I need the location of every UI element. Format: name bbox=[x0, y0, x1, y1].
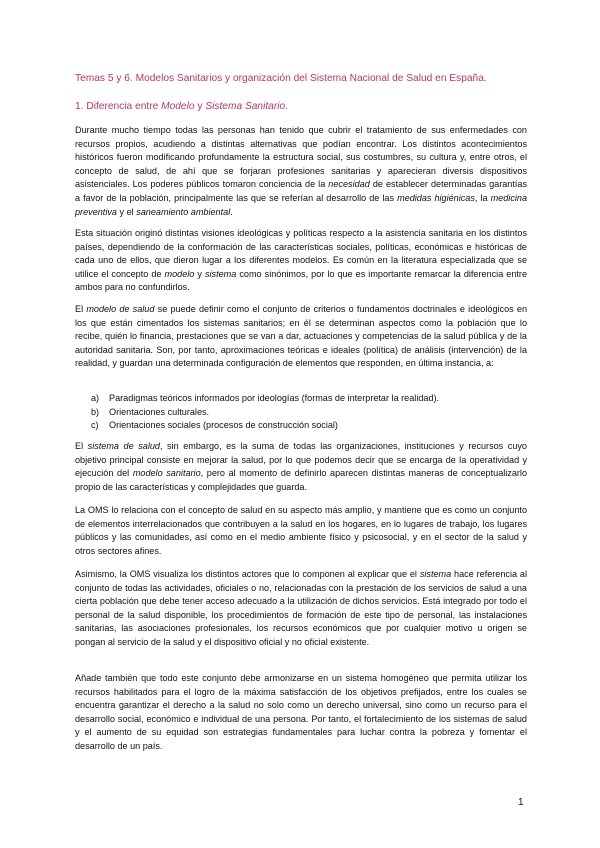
p2-text-a: Esta situación originó distintas visiones ideológicas y políticas respecto a la asistencia sanitaria en los distintos países, dependiendo de la conformación de las características sociales, políticas, económicas e históricas de cada uno de ellos, que dieron lugar a los diferentes modelos. Es común en la literatura especializada que se utilice el concepto de bbox=[75, 228, 527, 279]
p1-text-e: . bbox=[230, 206, 233, 217]
section-number: 1. bbox=[75, 101, 84, 112]
list-item-text: Paradigmas teóricos informados por ideologías (formas de interpretar la realidad). bbox=[109, 393, 440, 403]
list-marker: b) bbox=[91, 406, 100, 417]
p4-emphasis-modelo-sanitario: modelo sanitario bbox=[132, 468, 201, 479]
p4-text-a: El bbox=[75, 441, 84, 451]
list-marker: a) bbox=[91, 393, 100, 403]
list-item bbox=[91, 392, 521, 406]
paragraph-5: La OMS lo relaciona con el concepto de salud en su aspecto más amplio, y mantiene que es como un conjunto de elementos interrelacionados que contribuyen a la salud en los hogares, en lo lugares de trabajo, los lugares públicos y las comunidades, así como en el medio ambiente físico y psicosocial, y en el sector de la salud y otros sectores afines. bbox=[75, 505, 527, 556]
p2-emphasis-sistema: sistema bbox=[204, 268, 237, 279]
section-term-model: Modelo bbox=[161, 101, 195, 112]
p3-emphasis-modelo-de-salud: modelo de salud bbox=[86, 304, 155, 314]
section-prefix: Diferencia entre bbox=[86, 101, 159, 112]
section-heading bbox=[75, 100, 535, 114]
p6-text-b: hace referencia al conjunto de todas las actividades, oficiales o no, relacionadas con la prestación de los servicios de salud a una cierta población que debe tener acceso adecuado a la utilización de dichos servicios. Está integrado por todo el personal de la salud disponible, los procedimientos de formación de este tipo de personal, las instalaciones sanitarias, las asociaciones profesionales, los recursos económicos que por cualquier motivo u origen se pongan al servicio de la salud y el dispositivo oficial y no oficial existente. bbox=[75, 569, 527, 647]
list-item bbox=[91, 419, 521, 433]
paragraph-2 bbox=[75, 227, 527, 295]
paragraph-1 bbox=[75, 124, 527, 219]
p1-emphasis-medicina: medicina preventiva bbox=[75, 192, 528, 217]
p3-text-a: El bbox=[75, 304, 84, 314]
list-item-text: Orientaciones sociales (procesos de construcción social) bbox=[109, 420, 338, 431]
p1-text-d: y el bbox=[119, 206, 134, 217]
p4-text-c: , pero al momento de definirlo aparecen distintas maneras de conceptualizarlo propio de las características y complejidades que guarda. bbox=[75, 468, 527, 492]
page-number: 1 bbox=[518, 797, 524, 808]
document-title: Temas 5 y 6. Modelos Sanitarios y organización del Sistema Nacional de Salud en España. bbox=[75, 73, 487, 84]
section-conjunction: y bbox=[197, 101, 203, 112]
p1-text-c: , la bbox=[474, 192, 488, 203]
list-item bbox=[91, 406, 521, 420]
p6-emphasis-sistema: sistema bbox=[419, 569, 452, 579]
p1-text-a: Durante mucho tiempo todas las personas han tenido que cubrir el tratamiento de sus enfermedades con recursos propios, acudiendo a distintas alternativas que podían encontrar. Los distintos acontecimientos históricos fueron modificando profundamente la estructura social, sus costumbres, su cultura y, entre otros, el concepto de salud, de ahí que se forjaran profesiones sanitarias y aparecieran diversis dispositivos asistenciales. Los poderes públicos tomaron conciencia de la bbox=[75, 125, 527, 190]
p6-text-a: Asimismo, la OMS visualiza los distintos actores que lo componen al explicar que el bbox=[75, 569, 417, 579]
p2-emphasis-modelo: modelo bbox=[164, 268, 195, 279]
p4-text-b: , sin embargo, es la suma de todas las organizaciones, instituciones y recursos cuyo objetivo principal consiste en mejorar la salud, por lo que podemos decir que se encarga de la operatividad y ejecución del bbox=[75, 441, 527, 479]
p2-text-c: como sinónimos, por lo que es importante remarcar la diferencia entre ambos para no confundirlos. bbox=[75, 268, 528, 293]
list-item-text: Orientaciones culturales. bbox=[109, 406, 210, 417]
paragraph-7: Añade también que todo este conjunto debe armonizarse en un sistema homogéneo que permita utilizar los recursos habilitados para el logro de la máxima satisfacción de los objetivos prefijados, entre los cuales se encuentra garantizar el derecho a la salud no solo como un derecho universal, sino como un recurso para el desarrollo social, económico e individual de una persona. Por tanto, el fortalecimiento de los sistemas de salud y el aumento de su equidad son estrategias fundamentales para luchar contra la pobreza y fomentar el desarrollo de un país. bbox=[75, 673, 527, 751]
p1-emphasis-necesidad: necesidad bbox=[328, 179, 370, 190]
criteria-list bbox=[91, 392, 521, 433]
p2-text-b: y bbox=[197, 268, 202, 279]
section-suffix: . bbox=[285, 101, 288, 112]
p4-emphasis-sistema-de-salud: sistema de salud bbox=[87, 441, 160, 451]
paragraph-4 bbox=[75, 440, 527, 494]
section-term-system: Sistema Sanitario bbox=[205, 101, 286, 112]
p1-emphasis-saneamiento: saneamiento ambiental bbox=[136, 206, 231, 217]
p1-text-b: de establecer determinadas garantías a favor de la población, principalmente las que se referían al desarrollo de las bbox=[75, 179, 528, 203]
paragraph-6 bbox=[75, 568, 527, 650]
p3-text-b: se puede definir como el conjunto de criterios o fundamentos doctrinales e ideológicos en los que están cimentados los sistemas sanitarios; en él se determinan aspectos como la población que lo recibe, quién lo financia, prestaciones que se van a dar, actuaciones y competencias de la salud pública y de la autoridad sanitaria. Son, por tanto, aproximaciones teóricas e ideales (política) de análisis (intervención) de la realidad, y guardan una determinada configuración de elementos que responden, en última instancia, a: bbox=[75, 304, 527, 369]
list-marker: c) bbox=[91, 420, 99, 431]
p1-emphasis-medidas: medidas higiénicas bbox=[397, 192, 475, 203]
paragraph-3 bbox=[75, 303, 527, 371]
